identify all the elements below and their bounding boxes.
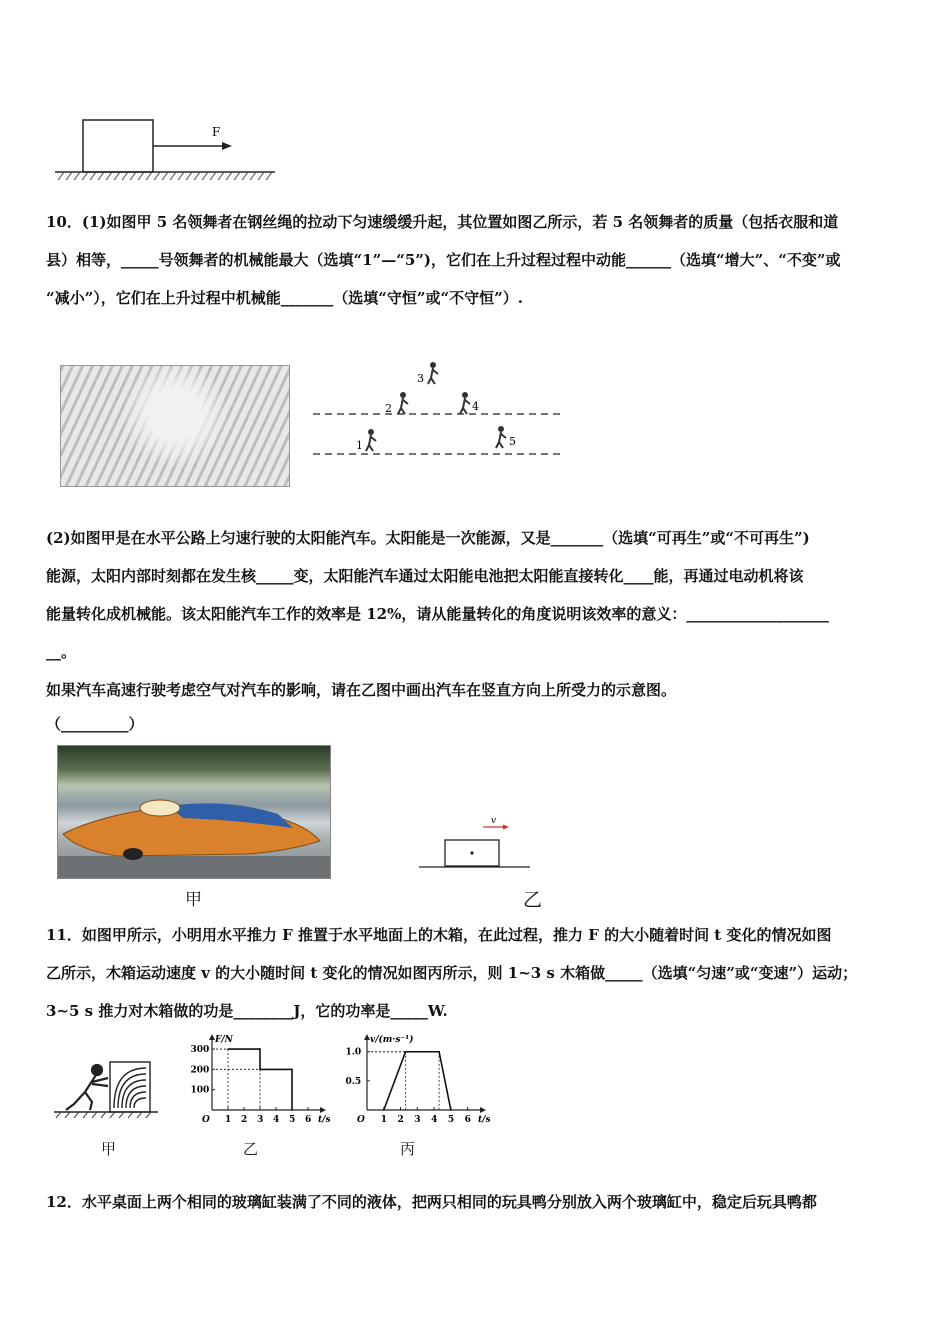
x-tick-label: 5: [447, 1115, 455, 1125]
caption-jia-car: 甲: [185, 890, 202, 910]
q10-part2-line-6: （_________）: [46, 715, 144, 733]
car-box-figure: [415, 810, 540, 885]
q9-figure: [50, 110, 290, 190]
svg-text:2: 2: [385, 402, 392, 415]
q10-text: [46, 203, 908, 317]
center-of-mass: [470, 851, 473, 854]
series-line: [384, 1052, 451, 1110]
q9-force-diagram: [50, 110, 290, 190]
data-point: [291, 1069, 293, 1071]
q11-line-1: 11．如图甲所示，小明用水平推力 F 推置于水平地面上的木箱，在此过程，推力 F 的大小随着时间 t 变化的情况如图: [46, 926, 832, 944]
dancer-5: [496, 426, 516, 448]
floor-hatching: [56, 1112, 151, 1118]
svg-text:1: 1: [356, 439, 363, 452]
q12-line-1: 12．水平桌面上两个相同的玻璃缸装满了不同的液体，把两只相同的玩具鸭分别放入两个玻璃缸中，稳定后玩具鸭都: [46, 1193, 817, 1211]
x-axis-label: t/s: [478, 1115, 490, 1125]
q11-line-3: 3~5 s 推力对木箱做的功是________J，它的功率是_____W.: [46, 1002, 448, 1020]
origin-label: O: [202, 1115, 210, 1125]
caption-yi-car: 乙: [523, 889, 543, 911]
q10-part2-line-4: __。: [46, 643, 77, 661]
x-tick-label: 6: [305, 1115, 312, 1125]
caption-bing-chart: 丙: [400, 1140, 416, 1158]
car-canopy: [140, 800, 180, 816]
data-point: [383, 1109, 385, 1111]
ground-hatching: [58, 172, 272, 180]
y-tick-label: 200: [190, 1065, 210, 1076]
q10-line-1: 10．(1)如图甲 5 名领舞者在钢丝绳的拉动下匀速缓缓升起，其位置如图乙所示，若 5 名领舞者的质量（包括衣服和道: [46, 213, 839, 231]
data-point: [259, 1048, 261, 1050]
pushing-box-drawing: [52, 1058, 162, 1120]
data-point: [227, 1048, 229, 1050]
svg-text:3: 3: [417, 372, 424, 385]
x-tick-label: 3: [257, 1115, 264, 1125]
q10-line-3: “减小”），它们在上升过程中机械能_______（选填“守恒”或“不守恒”）.: [46, 289, 523, 307]
car-box-diagram: [415, 810, 540, 885]
q10-part2-line-2: 能源，太阳内部时刻都在发生核_____变，太阳能汽车通过太阳能电池把太阳能直接转化____能，再通过电动机将该: [46, 567, 804, 585]
x-axis-arrow: [320, 1107, 326, 1113]
block: [83, 120, 153, 172]
velocity-time-svg: [335, 1033, 490, 1128]
stage-photo: [60, 365, 290, 487]
series-line: [228, 1049, 292, 1110]
dancer-4: [460, 392, 479, 414]
x-tick-label: 6: [464, 1115, 471, 1125]
force-arrowhead: [222, 142, 232, 150]
dancer-3: [417, 362, 438, 385]
data-point: [259, 1069, 261, 1071]
data-point: [291, 1109, 293, 1111]
q10-part2-text: [46, 519, 908, 739]
dancer-1: [356, 429, 376, 452]
q10-line-2: 县）相等，_____号领舞者的机械能最大（选填“1”—“5”)，它们在上升过程过程中动能______（选填“增大”、“不变”或: [46, 251, 841, 269]
force-time-svg: [180, 1033, 330, 1128]
y-tick-label: 1.0: [345, 1047, 362, 1058]
y-tick-label: 0.5: [345, 1076, 362, 1087]
y-axis-label: F/N: [215, 1035, 233, 1045]
data-point: [450, 1109, 452, 1111]
q12-text: [46, 1183, 908, 1221]
x-tick-label: 1: [380, 1115, 388, 1125]
dancer-positions-figure: [305, 352, 570, 472]
x-tick-label: 5: [289, 1115, 296, 1125]
x-tick-label: 4: [431, 1115, 438, 1125]
y-tick-label: 300: [190, 1045, 210, 1056]
wooden-box: [110, 1062, 150, 1112]
x-axis-arrow: [480, 1107, 486, 1113]
person-icon: [66, 1065, 108, 1110]
pushing-box-figure: [52, 1058, 162, 1120]
y-axis-label: v/(m·s⁻¹): [370, 1035, 414, 1045]
dancer-positions-diagram: [305, 352, 570, 472]
x-tick-label: 2: [241, 1115, 248, 1125]
q11-text: [46, 916, 908, 1030]
velocity-label: v: [491, 816, 497, 826]
force-time-chart: [180, 1033, 330, 1128]
solar-car-drawing: [58, 746, 330, 878]
y-tick-label: 100: [190, 1085, 210, 1096]
data-point: [438, 1051, 440, 1053]
x-tick-label: 3: [414, 1115, 421, 1125]
force-label: F: [212, 125, 221, 139]
q10-part2-line-3: 能量转化成机械能。该太阳能汽车工作的效率是 12%，请从能量转化的角度说明该效率的意义：___________________: [46, 605, 829, 623]
q10-part2-line-1: (2)如图甲是在水平公路上匀速行驶的太阳能汽车。太阳能是一次能源，又是_______（选填“可再生”或“不可再生”): [46, 529, 810, 547]
svg-text:5: 5: [509, 435, 516, 448]
q10-part2-line-5: 如果汽车高速行驶考虑空气对汽车的影响，请在乙图中画出汽车在竖直方向上所受力的示意图。: [46, 681, 677, 699]
caption-yi-chart: 乙: [243, 1140, 259, 1158]
x-tick-label: 1: [225, 1115, 232, 1125]
dancer-2: [385, 392, 408, 415]
solar-car-photo: [57, 745, 331, 879]
q11-line-2: 乙所示，木箱运动速度 v 的大小随时间 t 变化的情况如图丙所示，则 1~3 s 木箱做_____（选填“匀速”或“变速”）运动；: [46, 964, 858, 982]
x-tick-label: 2: [397, 1115, 404, 1125]
caption-jia-push: 甲: [101, 1140, 117, 1158]
x-axis-label: t/s: [318, 1115, 330, 1125]
svg-text:4: 4: [472, 400, 479, 413]
data-point: [405, 1051, 407, 1053]
origin-label: O: [357, 1115, 365, 1125]
velocity-time-chart: [335, 1033, 490, 1128]
x-tick-label: 4: [273, 1115, 280, 1125]
